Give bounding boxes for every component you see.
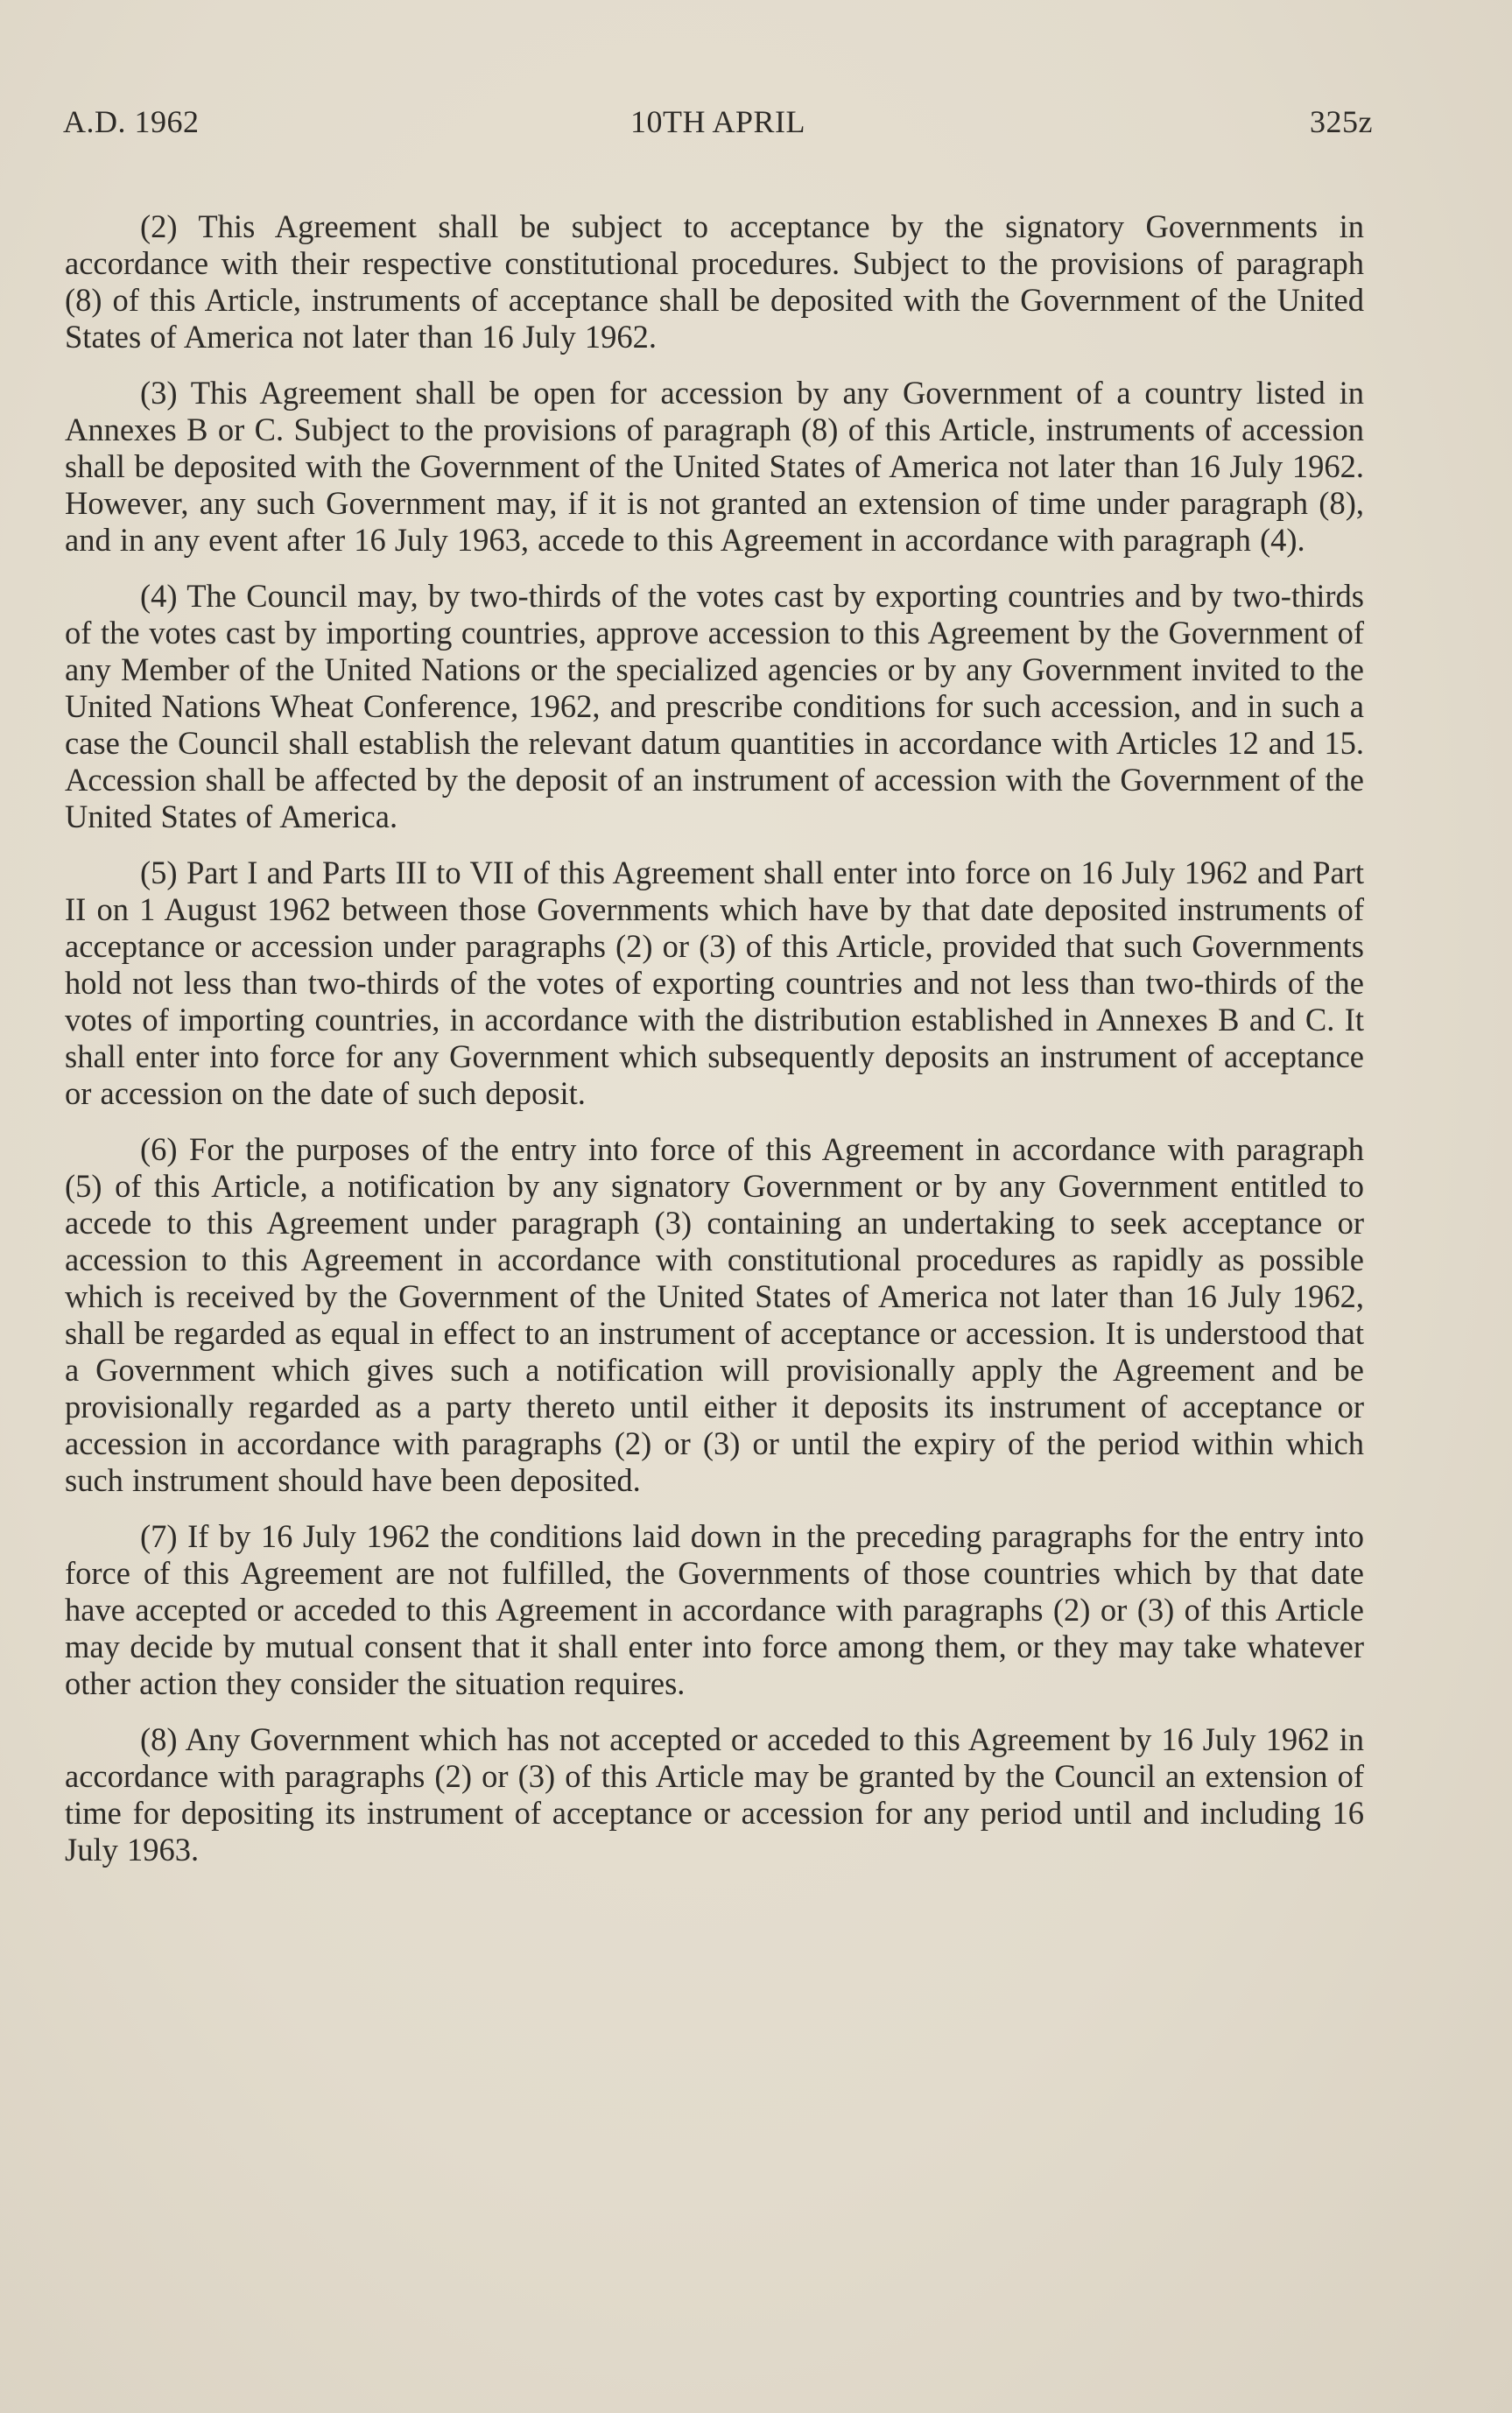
- header-year: A.D. 1962: [63, 104, 200, 139]
- paragraph-6: (6) For the purposes of the entry into force of this Agreement in accordance with paragraph (5) of this Article, a notification by any signatory Government or by any Government entitled to accede to this Agreement under paragraph (3) containing an undertaking to seek acceptance or accession to this Agreement in accordance with constitutional procedures as rapidly as possible which is received by the Government of the United States of America not later than 16 July 1962, shall be regarded as equal in effect to an instrument of acceptance or accession. It is understood that a Government which gives such a notification will provisionally apply the Agreement and be provisionally regarded as a party thereto until either it deposits its instrument of acceptance or accession in accordance with paragraphs (2) or (3) or until the expiry of the period within which such instrument should have been deposited.: [65, 1131, 1364, 1498]
- paragraph-5: (5) Part I and Parts III to VII of this Agreement shall enter into force on 16 July 1962 and Part II on 1 August 1962 between those Governments which have by that date deposited instruments of acceptance or accession under paragraphs (2) or (3) of this Article, provided that such Governments hold not less than two-thirds of the votes of exporting countries and not less than two-thirds of the votes of importing countries, in accordance with the distribution established in Annexes B and C. It shall enter into force for any Government which subsequently deposits an instrument of acceptance or accession on the date of such deposit.: [65, 855, 1364, 1111]
- article-body: [65, 208, 1364, 1888]
- paragraph-8: (8) Any Government which has not accepted or acceded to this Agreement by 16 July 1962 in accordance with paragraphs (2) or (3) of this Article may be granted by the Council an extension of time for depositing its instrument of acceptance or accession for any period until and including 16 July 1963.: [65, 1721, 1364, 1868]
- paragraph-2: (2) This Agreement shall be subject to acceptance by the signatory Governments in accordance with their respective constitutional procedures. Subject to the provisions of paragraph (8) of this Article, instruments of acceptance shall be deposited with the Government of the United States of America not later than 16 July 1962.: [65, 208, 1364, 355]
- paragraph-7: (7) If by 16 July 1962 the conditions laid down in the preceding paragraphs for the entry into force of this Agreement are not fulfilled, the Governments of those countries which by that date have accepted or acceded to this Agreement in accordance with paragraphs (2) or (3) of this Article may decide by mutual consent that it shall enter into force among them, or they may take whatever other action they consider the situation requires.: [65, 1518, 1364, 1701]
- paragraph-4: (4) The Council may, by two-thirds of the votes cast by exporting countries and by two-thirds of the votes cast by importing countries, approve accession to this Agreement by the Government of any Member of the United Nations or the specialized agencies or by any Government invited to the United Nations Wheat Conference, 1962, and prescribe conditions for such accession, and in such a case the Council shall establish the relevant datum quantities in accordance with Articles 12 and 15. Accession shall be affected by the deposit of an instrument of accession with the Government of the United States of America.: [65, 578, 1364, 834]
- running-header: [63, 103, 1373, 147]
- header-date: 10TH APRIL: [629, 104, 805, 139]
- paragraph-3: (3) This Agreement shall be open for accession by any Government of a country listed in Annexes B or C. Subject to the provisions of paragraph (8) of this Article, instruments of accession shall be deposited with the Government of the United States of America not later than 16 July 1962. However, any such Government may, if it is not granted an extension of time under paragraph (8), and in any event after 16 July 1963, accede to this Agreement in accordance with paragraph (4).: [65, 375, 1364, 558]
- header-page-number: 325z: [1310, 104, 1373, 139]
